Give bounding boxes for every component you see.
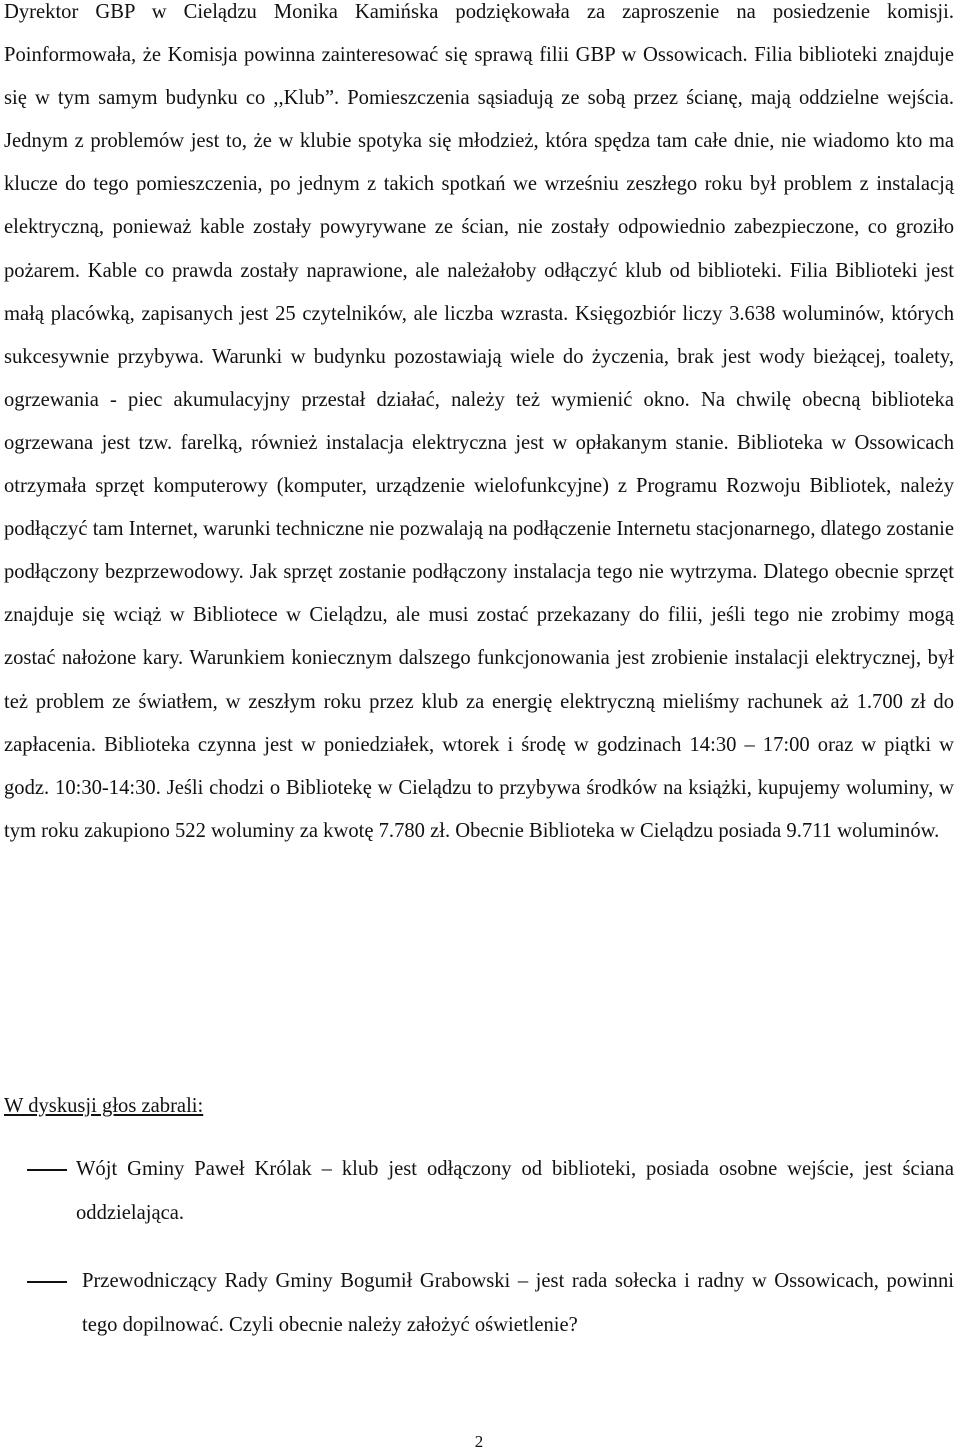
speaker-item [4, 1148, 954, 1235]
page-number: 2 [474, 1432, 484, 1451]
dash-bullet-icon [27, 1169, 67, 1171]
main-paragraph: Dyrektor GBP w Cielądzu Monika Kamińska podziękowała za zaproszenie na posiedzenie komisji. Poinformowała, że Komisja powinna zainteresować się sprawą filii GBP w Ossowicach. Filia biblioteki znajduje się w tym samym budynku co ,,Klub”. Pomieszczenia sąsiadują ze sobą przez ścianę, mają oddzielne wejścia. Jednym z problemów jest to, że w klubie spotyka się młodzież, która spędza tam całe dnie, nie wiadomo kto ma klucze do tego pomieszczenia, po jednym z takich spotkań we wrześniu zeszłego roku był problem z instalacją elektryczną, ponieważ kable zostały powyrywane ze ścian, nie zostały odpowiednio zabezpieczone, co groziło pożarem. Kable co prawda zostały naprawione, ale należałoby odłączyć klub od biblioteki. Filia Biblioteki jest małą placówką, zapisanych jest 25 czytelników, ale liczba wzrasta. Księgozbiór liczy 3.638 woluminów, których sukcesywnie przybywa. Warunki w budynku pozostawiają wiele do życzenia, brak jest wody bieżącej, toalety, ogrzewania - piec akumulacyjny przestał działać, należy też wymienić okno. Na chwilę obecną biblioteka ogrzewana jest tzw. farelką, również instalacja elektryczna jest w opłakanym stanie. Biblioteka w Ossowicach otrzymała sprzęt komputerowy (komputer, urządzenie wielofunkcyjne) z Programu Rozwoju Bibliotek, należy podłączyć tam Internet, warunki techniczne nie pozwalają na podłączenie Internetu stacjonarnego, dlatego zostanie podłączony bezprzewodowy. Jak sprzęt zostanie podłączony instalacja tego nie wytrzyma. Dlatego obecnie sprzęt znajduje się wciąż w Bibliotece w Cielądzu, ale musi zostać przekazany do filii, jeśli tego nie zrobimy mogą zostać nałożone kary. Warunkiem koniecznym dalszego funkcjonowania jest zrobienie instalacji elektrycznej, był też problem ze światłem, w zeszłym roku przez klub za energię elektryczną mieliśmy rachunek aż 1.700 zł do zapłacenia. Biblioteka czynna jest w poniedziałek, wtorek i środę w godzinach 14:30 – 17:00 oraz w piątki w godz. 10:30-14:30. Jeśli chodzi o Bibliotekę w Cielądzu to przybywa środków na książki, kupujemy woluminy, w tym roku zakupiono 522 woluminy za kwotę 7.780 zł. Obecnie Biblioteka w Cielądzu posiada 9.711 woluminów. [4, 1, 954, 842]
dash-bullet-icon [27, 1281, 67, 1283]
document-page [4, 0, 954, 1454]
speaker-list [4, 1148, 954, 1347]
discussion-heading: W dyskusji głos zabrali: [4, 1095, 204, 1117]
speaker-text: Wójt Gminy Paweł Królak – klub jest odłączony od biblioteki, posiada osobne wejście, jest ściana oddzielająca. [76, 1158, 954, 1224]
speaker-item [4, 1260, 954, 1347]
speaker-text: Przewodniczący Rady Gminy Bogumił Grabowski – jest rada sołecka i radny w Ossowicach, powinni tego dopilnować. Czyli obecnie należy założyć oświetlenie? [82, 1270, 954, 1336]
